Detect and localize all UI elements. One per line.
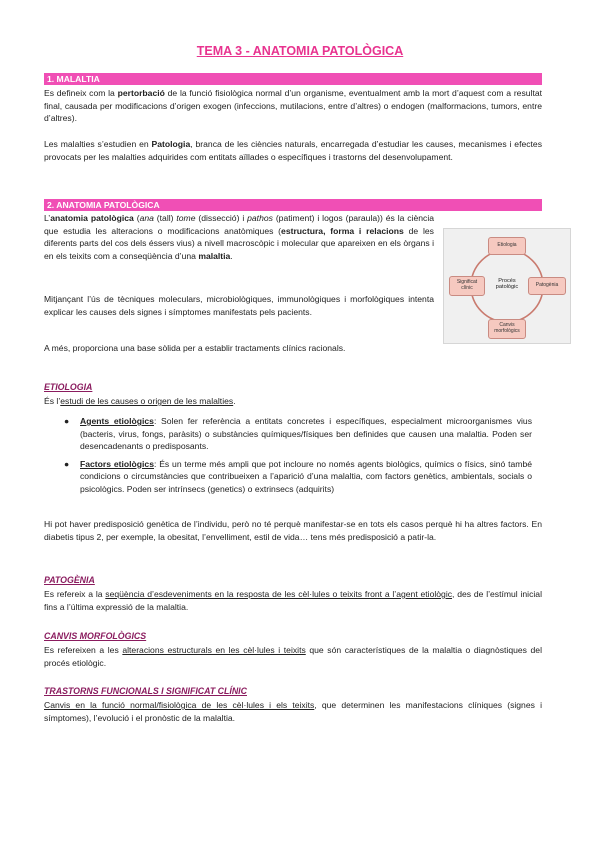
- section-header-anatomia-patologica: 2. ANATOMIA PATOLÒGICA: [44, 199, 542, 211]
- bullet-factors-etiologics: ● Factors etiològics: És un terme més ampli que pot incloure no només agents biològics, químics o físics, sinó també condicions o circumstàncies que contribueixen a l’aparició d’una malaltia, com factors genètics, ambientals, socials o psicològics. Poden ser intrínsecs (genetics) o extrinsecs (adquirits): [64, 458, 532, 494]
- diagram-node-canvis-morfologics: Canvis morfològics: [488, 319, 526, 339]
- malaltia-definition: Es defineix com la pertorbació de la funció fisiològica normal d’un organisme, eventualment amb la mort d’aquest com a resultat final, causada per modificacions d’origen exogen (infeccions, mutilacions, entre d’altres) o endogen (malformacions, tumors, entre d’altres).: [44, 88, 542, 124]
- diagram-node-patogenia: Patogènia: [528, 277, 566, 295]
- etiologia-intro: És l’estudi de les causes o origen de les malalties.: [44, 396, 236, 406]
- diagram-node-significat-clinic: Significat clínic: [449, 276, 485, 296]
- malaltia-patologia-paragraph: Les malalties s’estudien en Patologia, branca de les ciències naturals, encarregada d’estudiar les causes, mecanismes i efectes provocats per les malalties adquirides com entitats aïllades o específiques i trastorns del desenvolupament.: [44, 139, 542, 162]
- process-cycle-diagram: [443, 228, 571, 344]
- heading-trastorns-funcionals: TRASTORNS FUNCIONALS I SIGNIFICAT CLÍNIC: [44, 686, 247, 696]
- heading-canvis-morfologics: CANVIS MORFOLÒGICS: [44, 631, 147, 641]
- bullet-agents-etiologics: ● Agents etiològics: Solen fer referència a entitats concretes i específiques, especialment microorganismes vius (bacteris, virus, fongs, paràsits) o substàncies químiques/físiques ben definides que causen una malaltia. Poden ser desencadenants o predisposants.: [64, 416, 533, 452]
- document-title: TEMA 3 - ANATOMIA PATOLÒGICA: [196, 44, 404, 58]
- etiologia-predisposition-paragraph: Hi pot haver predisposició genètica de l’individu, però no té perquè manifestar-se en tots els casos perquè hi ha altres factors. En diabetis tipus 2, per exemple, la obesitat, l’envelliment, estil de vida… tens més predisposició a patir-la.: [44, 519, 542, 542]
- section-header-malaltia: 1. MALALTIA: [44, 73, 542, 85]
- diagram-node-etiologia: Etiologia: [488, 237, 526, 255]
- anatomia-patologica-techniques: Mitjançant l’ús de tècniques moleculars, microbiològiques, immunològiques i morfològiques intenta explicar les causes dels signes i símptomes manifestats pels pacients.: [44, 294, 434, 317]
- anatomia-patologica-definition: L’anatomia patològica (ana (tall) tome (dissecció) i pathos (patiment) i logos (paraula)) és la ciència que estudia les alteracions o modificacions anatòmiques (estructura, forma i relacions de les diferents parts del cos dels éssers vius) a nivell macroscòpic i molecular que apareixen en els òrgans i en els teixits com a conseqüència d’una malaltia.: [44, 213, 435, 261]
- diagram-center-label: Procés patològic: [495, 278, 519, 291]
- heading-etiologia: ETIOLOGIA: [44, 382, 93, 392]
- patogenia-text: Es refereix a la seqüència d’esdeveniments en la resposta de les cèl·lules o teixits front a l’agent etiològic, des de l’estímul inicial fins a l’última expressió de la malaltia.: [44, 589, 542, 612]
- trastorns-funcionals-text: Canvis en la funció normal/fisiològica de les cèl·lules i els teixits, que determinen les manifestacions clíniques (signes i símptomes), l’evolució i el pronòstic de la malaltia.: [44, 700, 542, 723]
- canvis-morfologics-text: Es refereixen a les alteracions estructurals en les cèl·lules i teixits que són característiques de la malaltia o diagnòstiques del procés etiològic.: [44, 645, 542, 668]
- anatomia-patologica-treatments: A més, proporciona una base sòlida per a establir tractaments clínics racionals.: [44, 343, 346, 353]
- heading-patogenia: PATOGÈNIA: [44, 575, 95, 585]
- etiologia-bullet-list: [62, 415, 532, 496]
